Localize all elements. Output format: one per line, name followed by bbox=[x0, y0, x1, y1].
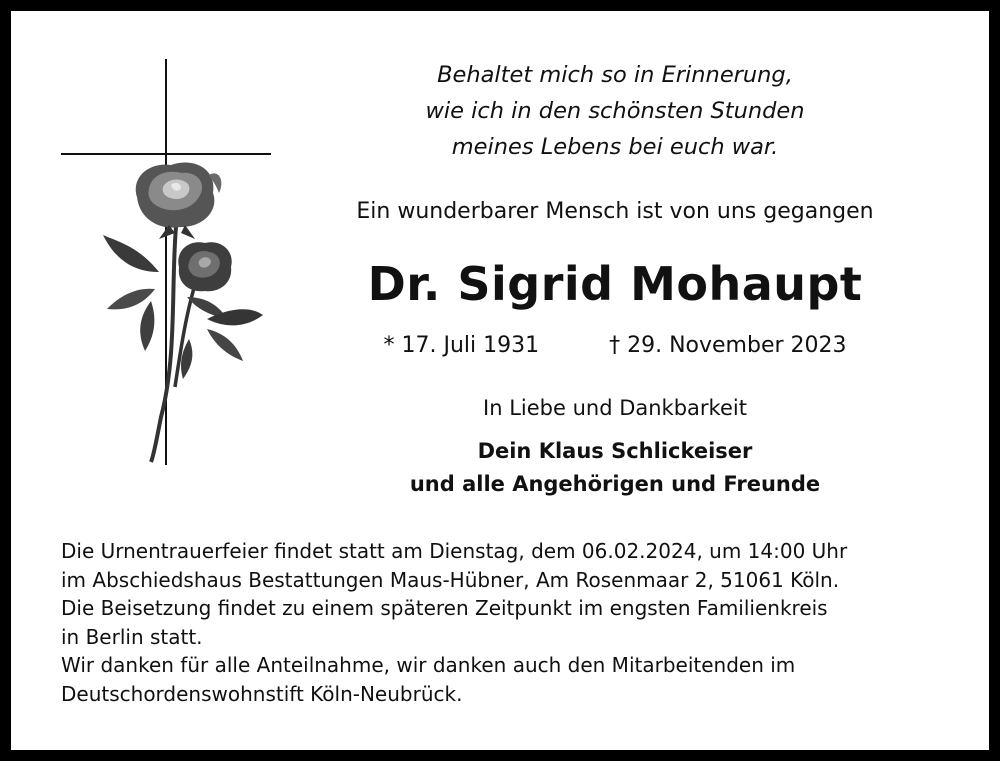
birth-date: * 17. Juli 1931 bbox=[383, 333, 540, 358]
deceased-name: Dr. Sigrid Mohaupt bbox=[367, 257, 863, 311]
info-line: Die Urnentrauerfeier findet statt am Dienstag, dem 06.02.2024, um 14:00 Uhr bbox=[61, 539, 848, 563]
poem-line: meines Lebens bei euch war. bbox=[451, 134, 779, 160]
info-line: Wir danken für alle Anteilnahme, wir danken auch den Mitarbeitenden im bbox=[61, 653, 796, 677]
memorial-poem bbox=[301, 57, 929, 165]
info-line: Deutschordenswohnstift Köln-Neubrück. bbox=[61, 681, 463, 706]
mourners bbox=[301, 435, 929, 501]
thanks-line: In Liebe und Dankbarkeit bbox=[483, 396, 747, 420]
info-line: in Berlin statt. bbox=[61, 624, 203, 649]
ceremony-info bbox=[61, 537, 961, 708]
mourner-line: Dein Klaus Schlickeiser bbox=[477, 439, 753, 463]
rose-icon bbox=[103, 163, 263, 462]
mourner-line: und alle Angehörigen und Freunde bbox=[409, 472, 821, 496]
life-dates bbox=[301, 331, 929, 361]
info-line: Die Beisetzung findet zu einem späteren Zeitpunkt im engsten Familienkreis bbox=[61, 596, 828, 620]
lead-text: Ein wunderbarer Mensch ist von uns gegangen bbox=[356, 199, 874, 224]
cross-with-roses-icon bbox=[59, 57, 279, 467]
death-date: † 29. November 2023 bbox=[609, 333, 847, 358]
obituary-notice bbox=[11, 11, 989, 750]
poem-line: wie ich in den schönsten Stunden bbox=[425, 98, 805, 124]
info-line: im Abschiedshaus Bestattungen Maus-Hübner, Am Rosenmaar 2, 51061 Köln. bbox=[61, 567, 840, 592]
poem-line: Behaltet mich so in Erinnerung, bbox=[437, 62, 793, 88]
